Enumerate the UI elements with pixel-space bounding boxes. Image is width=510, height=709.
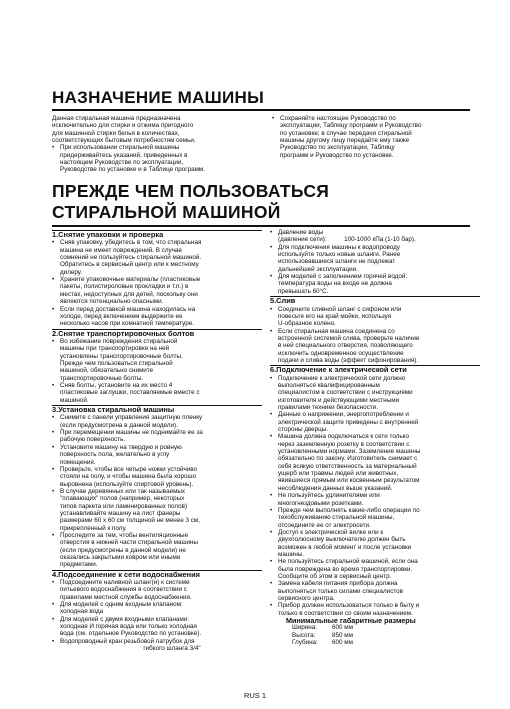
text-line: подачи и слива воды (эффект сифонирования). <box>278 356 419 364</box>
text-line: машины другому лицу передайте ему также <box>280 137 410 145</box>
text-line: двухполюсному выключателю должен быть <box>278 536 406 544</box>
text-line: электрической защите приведены с внутренней <box>278 418 419 426</box>
bullet-item <box>270 411 480 433</box>
page-title-purpose: НАЗНАЧЕНИЕ МАШИНЫ <box>52 88 265 107</box>
text-line: • Данные о напряжении, энергопотреблении и <box>278 411 409 419</box>
section-heading: 1.Снятие упаковки и проверка <box>52 230 262 239</box>
text-line: выровнена (используйте спиртовой уровень). <box>60 480 194 488</box>
text-line: (если предусмотрена в данной модели). <box>60 421 178 429</box>
text-line: пакеты, полистироловые прокладки и т.п.) в <box>60 283 189 291</box>
text-line: • В случае деревянных или так называемых <box>60 487 186 495</box>
text-line: обязательно по закону. Изготовитель снимает с <box>278 455 418 463</box>
text-line: отверстия в нижней части стиральной машины <box>60 539 199 547</box>
right-body-column <box>270 229 480 646</box>
text-line: через заземленную розетку в соответствии с <box>278 440 410 448</box>
intro-paragraph <box>52 115 262 144</box>
text-line: оказались закрытыми ковром или иными <box>60 553 181 561</box>
text-line: местах, недоступных для детей, поскольку они <box>60 290 198 298</box>
bullet-item <box>270 602 480 617</box>
text-line: в ней специального отверстия, позволяющего <box>278 342 413 350</box>
text-line: установлены транспортировочные болты. <box>60 352 183 360</box>
text-line: для машинной стирки белья в количествах, <box>52 129 180 137</box>
bullet-item <box>52 382 262 404</box>
text-line: изготовителя и действующими местными <box>278 396 400 404</box>
dimension-value: 850 мм <box>332 631 353 639</box>
page-number: RUS 1 <box>243 691 267 700</box>
dimension-row <box>270 624 480 631</box>
text-line: рабочую поверхность. <box>60 436 126 444</box>
bullet-item <box>270 558 480 580</box>
text-line: используйте только новые шланги. Ранее <box>278 251 401 259</box>
text-line: • Сохраняйте настоящее Руководство по <box>280 115 396 122</box>
text-line: предметами. <box>60 561 98 569</box>
bullet-item <box>52 601 262 616</box>
section-title-line-1: ПРЕЖДЕ ЧЕМ ПОЛЬЗОВАТЬСЯ <box>52 181 330 201</box>
text-line: прикрепленный к полу. <box>60 524 127 532</box>
text-line: • Водопроводный кран:резьбовой патрубок для <box>60 637 195 645</box>
text-line: придерживайтесь указаний, приведенных в <box>60 151 188 159</box>
bullet-item <box>52 579 262 601</box>
title-underline-2 <box>52 225 470 227</box>
section-heading: 2.Снятие транспортировочных болтов <box>52 329 262 338</box>
intro-right-bullet <box>272 115 477 159</box>
text-line: Сообщите об этом в сервисный центр. <box>278 572 392 580</box>
text-line: использовавшиеся шланги не подлежат <box>278 258 396 266</box>
dimension-value: 600 мм <box>332 639 353 647</box>
text-line: была повреждена во время транспортировки. <box>278 565 413 573</box>
text-line: Данная стиральная машина предназначена <box>52 115 181 122</box>
intro-right-column <box>272 115 477 159</box>
text-line: машиной. <box>60 396 89 404</box>
bullet-item <box>270 375 480 412</box>
text-line: • Прежде чем выполнять какие-либо операции по <box>278 506 420 514</box>
text-line: являются потенциально опасными. <box>60 298 164 306</box>
text-line: выполняться только силами специалистов <box>278 587 404 595</box>
dimension-label: Глубина: <box>292 639 318 647</box>
text-line: • Снимите с панели управления защитную пленку <box>60 414 203 422</box>
text-line: • Установите машину на твердую и ровную <box>60 443 182 451</box>
text-line: повесьте его на край мойки, используя <box>278 312 392 320</box>
text-line: помещения. <box>60 458 96 466</box>
text-line: дальнейшей эксплуатации. <box>278 265 358 273</box>
text-line: Обратитесь в сервисный центр или к местному <box>60 261 199 269</box>
section-heading: 5.Слив <box>270 296 480 305</box>
bullet-item <box>270 244 480 273</box>
bullet-item <box>52 638 262 645</box>
text-line: только в соответствии со своим назначением. <box>278 609 413 617</box>
bullet-item <box>270 580 480 602</box>
dimension-label: Высота: <box>292 631 316 639</box>
text-line: • Для моделей с заполнением горячей водой: <box>278 273 408 281</box>
bullet-item <box>52 532 262 569</box>
dimensions-heading: Минимальные габаритные размеры <box>286 616 416 625</box>
text-line: размерами 60 х 60 см толщиной не менее 3 см, <box>60 517 200 525</box>
text-line: возможен в любой момент и после установки <box>278 543 412 551</box>
text-line: встроенной системой слива, проверьте наличие <box>278 334 420 342</box>
text-line: Руководство по эксплуатации, Таблицу <box>280 144 395 152</box>
dimension-value: 600 мм <box>332 624 353 632</box>
bullet-item <box>52 616 262 638</box>
text-line: • При использовании стиральной машины <box>60 144 180 152</box>
text-line: U-образное колено. <box>278 320 336 328</box>
text-line: соответствующих бытовым потребностям семьи. <box>52 137 196 145</box>
text-line: • Доступ к электрической вилке или к <box>278 528 384 536</box>
text-line: • Подключение к электрической сети должно <box>278 374 406 382</box>
section-title-before-use <box>52 181 329 223</box>
text-line: специалистом в соответствии с инструкциями <box>278 389 413 397</box>
text-line: гибкого шланга 3/4" <box>143 645 201 653</box>
bullet-item <box>52 414 262 429</box>
bullet-item <box>52 306 262 328</box>
text-line: правилами техники безопасности. <box>278 404 378 412</box>
bullet-item <box>270 492 480 507</box>
text-line: стороны дверцы. <box>278 426 329 434</box>
intro-left-column <box>52 115 262 174</box>
text-line: исключительно для стирки и отжима пригодного <box>52 122 194 130</box>
text-line: сервисного центра. <box>278 594 335 602</box>
bullet-item <box>52 488 262 532</box>
text-line: правилами местной службы водоснабжения. <box>60 593 192 601</box>
text-line: настоящем Руководстве по эксплуатации, <box>60 159 184 167</box>
text-line: многогнездовыми розетками. <box>278 499 364 507</box>
text-line: устанавливайте машину на лист фанеры <box>60 509 181 517</box>
bullet-item <box>52 239 262 276</box>
text-line: (если предусмотрены в данной модели) не <box>60 546 186 554</box>
text-line: холоде, перед включением выдержите ее <box>60 312 183 320</box>
text-line: холодная вода <box>60 608 104 616</box>
intro-bullet <box>52 144 262 173</box>
text-line: себя всякую ответственность за материальный <box>278 462 417 470</box>
text-line: эксплуатации, Таблицу программ и Руководство <box>280 122 422 130</box>
text-line: стояли на полу, и чтобы машина была хорошо <box>60 473 197 481</box>
text-line: • Храните упаковочные материалы (пластиковые <box>60 276 201 284</box>
text-line: • Сняв болты, установите на их место 4 <box>60 382 173 389</box>
text-line: вода (см. отдельное Руководство по установке). <box>60 630 202 638</box>
text-line: по установке; в случае передачи стиральной <box>280 129 412 137</box>
section-title-line-2: СТИРАЛЬНОЙ МАШИНОЙ <box>52 202 281 222</box>
text-line: • Не пользуйтесь стиральной машиной, если она <box>278 558 418 566</box>
text-line: • Проверьте, чтобы все четыре ножки устойчиво <box>60 465 198 473</box>
bullet-item <box>270 328 480 365</box>
text-line: типов паркета или ламинированных полов) <box>60 502 188 510</box>
text-line: машина не имеет повреждений. В случае <box>60 246 182 254</box>
text-line: Прежде чем пользоваться стиральной <box>60 359 173 367</box>
text-line: явившиеся прямым или косвенным результатом <box>278 477 420 485</box>
section-heading: 4.Подсоединение к сети водоснабжения <box>52 570 262 579</box>
text-line: выполняться квалифицированным <box>278 382 380 389</box>
text-line: установленными нормами. Заземление машины <box>278 448 421 456</box>
text-line: программ и Руководство по установке. <box>280 151 394 159</box>
text-line: • Машина должна подключаться к сети только <box>278 433 409 441</box>
text-line: • Для моделей с одним входным клапаном: <box>60 601 183 609</box>
text-line: отсоедините ее от электросети. <box>278 521 371 529</box>
dimension-row <box>270 639 480 646</box>
text-line: пластиковые заглушки, поставляемые вместе с <box>60 389 200 397</box>
bullet-item <box>270 507 480 529</box>
dimension-label: Ширина: <box>292 624 318 632</box>
text-line: исключить одновременное осуществление <box>278 349 404 357</box>
text-line: машины при транспортировке на ней <box>60 345 170 353</box>
text-line: дилеру. <box>60 268 83 276</box>
bullet-item <box>52 444 262 466</box>
dimension-row <box>270 632 480 639</box>
text-line: Руководстве по установке и в Таблице программ. <box>60 166 206 174</box>
title-underline <box>52 109 470 111</box>
bullet-item <box>270 306 480 328</box>
bullet-item <box>52 466 262 488</box>
text-line: транспортировочные болты. <box>60 374 144 382</box>
bullet-item <box>270 529 480 558</box>
text-line: ущерб или травмы людей или животных, <box>278 470 399 478</box>
text-line: • Прибор должен использоваться только в быту и <box>278 602 420 610</box>
text-line: • Соедините сливной шланг с сифоном или <box>278 305 402 313</box>
bullet-item <box>270 433 480 492</box>
text-line: • При перемещении машины не поднимайте ее за <box>60 429 203 437</box>
text-line: холодная И горячая вода или только холодная <box>60 623 197 631</box>
text-line: • Для моделей с двумя входными клапанами: <box>60 615 190 623</box>
text-line: • Для подключения машины к водопроводу <box>278 243 400 251</box>
indented-text <box>270 236 480 243</box>
text-line: • Замена кабеля питания прибора должна <box>278 580 398 588</box>
text-line: поверхность пола, желательно в углу <box>60 451 170 459</box>
text-line: • Во избежание повреждения стиральной <box>60 337 178 345</box>
bullet-item <box>270 273 480 295</box>
text-line: • Сняв упаковку, убедитесь в том, что стиральная <box>60 239 202 247</box>
section-heading: 6.Подключение к электрической сети <box>270 365 480 374</box>
section-heading: 3.Установка стиральной машины <box>52 405 262 414</box>
text-line: • Давление воды <box>278 229 324 236</box>
text-line: сомнений не пользуйтесь стиральной машиной. <box>60 254 202 262</box>
text-line: (давление сети): 100-1000 кПа (1-10 бар). <box>278 236 416 244</box>
text-line: техобслуживанию стиральной машины, <box>278 514 395 522</box>
left-body-column <box>52 229 262 653</box>
text-line: • Если перед доставкой машина находилась на <box>60 305 196 313</box>
text-line: несколько часов при комнатной температуре. <box>60 320 194 328</box>
bullet-item <box>52 276 262 305</box>
bullet-item <box>52 429 262 444</box>
text-line: температура воды на входе не должна <box>278 280 392 288</box>
text-line: питьевого водоснабжения в соответствии с <box>60 586 187 594</box>
text-line: • Подсоедините наливной шланг(и) к системе <box>60 579 190 587</box>
continuation-text <box>52 645 262 652</box>
text-line: • Проследите за тем, чтобы вентиляционные <box>60 531 189 539</box>
text-line: • Если стиральная машина соединена со <box>278 327 395 335</box>
bullet-item <box>52 338 262 382</box>
text-line: • Не пользуйтесь удлинителями или <box>278 492 380 500</box>
text-line: машиной, обязательно снимите <box>60 367 154 375</box>
text-line: несоблюдения данных выше указаний. <box>278 484 393 492</box>
text-line: превышать 60°С. <box>278 287 329 295</box>
text-line: "плавающих" полов (например, некоторых <box>60 495 185 503</box>
text-line: машины. <box>278 550 305 558</box>
